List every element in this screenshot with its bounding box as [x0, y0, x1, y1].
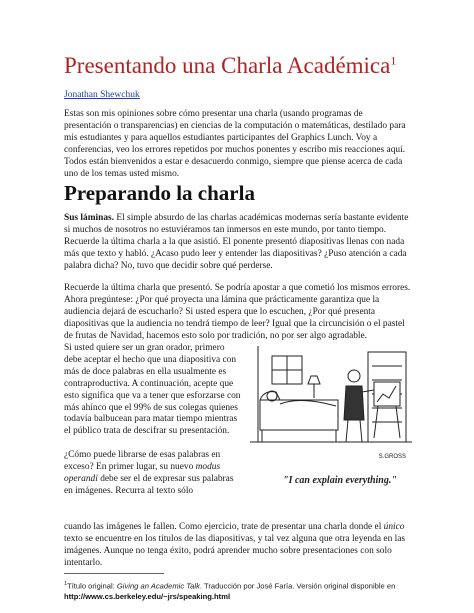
cartoon-signature: S.GROSS	[378, 454, 406, 460]
page-title	[64, 52, 434, 80]
slides-lead: Sus láminas.	[64, 213, 115, 223]
footnote-mark: 1	[64, 581, 68, 587]
column-text	[64, 343, 244, 498]
title-text: Presentando una Charla Académica	[64, 53, 391, 78]
words-text-a: ¿Cómo puede librarse de esas palabras en exceso? En primer lugar, su nuevo	[64, 450, 221, 473]
footnote-text-b: . Traducción por José Faría. Versión original disponible en	[199, 581, 396, 591]
last-talk-paragraph: Recuerde la última charla que presentó. Se podría apostar a que cometió los mismos errores. Ahora pregúntese: ¿Por qué proyecta una lámina que prácticamente garantiza que la audiencia dejará de escucharlo? Si usted espera que lo escuchen, ¿Por qué presenta diapositivas que la audiencia no tendrá tiempo de leer? Igual que la circuncisión o el pastel de frutas de Navidad, hacemos esto solo por tradición, no por ser algo agradable.	[64, 283, 411, 341]
exercise-emphasis: único	[383, 522, 405, 532]
exercise-text-b: texto se encuentre en los títulos de las diapositivas, y tal vez alguna que otra leyenda en las imágenes. Aunque no tenga éxito, podrá aprender mucho sobre presentaciones con solo intentarlo.	[64, 533, 406, 568]
footnote-text-a: Título original:	[67, 581, 117, 591]
footnote-original-title: Giving an Academic Talk	[116, 581, 200, 591]
exercise-paragraph	[64, 522, 414, 570]
words-emphasis: modus operandi	[64, 462, 221, 484]
intro-paragraph: Estas son mis opiniones sobre cómo presentar una charla (usando programas de presentación o transparencias) en ciencias de la computación o matemáticas, destilado para mis estudiantes y para aquellos estudiantes participantes del Graphics Lunch. Voy a conferencias, veo los errores repetidos por muchos ponentes y escribo mis reacciones aquí. Todos están bienvenidos a estar e desacuerdo conmigo, siempre que piense acerca de cada uno de los temas usted mismo.	[64, 109, 406, 179]
slides-paragraph	[64, 213, 411, 273]
footnote-url-link[interactable]: http://www.cs.berkeley.edu/~jrs/speaking.html	[64, 592, 231, 602]
author-link[interactable]: Jonathan Shewchuk	[64, 90, 140, 100]
words-paragraph	[64, 450, 244, 498]
footnote	[64, 579, 424, 603]
footnote-divider	[64, 573, 164, 574]
exercise-text-a: cuando las imágenes le fallen. Como ejercicio, trate de presentar una charla donde el	[64, 522, 384, 532]
words-text-b: debe ser el de expresar sus palabras en imágenes. Recurra al texto sólo	[64, 473, 234, 496]
title-footnote-mark[interactable]: 1	[390, 53, 397, 68]
cartoon-caption: "I can explain everything."	[283, 475, 397, 486]
cartoon-illustration	[250, 346, 412, 470]
slides-text: El simple absurdo de las charlas académicas modernas sería bastante evidente si muchos de nosotros no estuviéramos tan inmersos en este mundo, por tanto tiempo. Recuerde la última charla a la que asistió. El ponente presentó diapositivas llenas con nada más que texto y habló. ¿Acaso pudo leer y entender las diapositivas? ¿Puso atención a cada palabra dicha? No, tuvo que decidir sobre qué perderse.	[64, 213, 409, 271]
section-heading: Preparando la charla	[64, 181, 255, 205]
great-speaker-paragraph: Si usted quiere ser un gran orador, primero debe aceptar el hecho que una diapositiva con más de doce palabras en ella usualmente es contraproductiva. A continuación, acepte que esto significa que va a tener que esforzarse con más ahínco que el 99% de sus colegas quienes todavía balbucean para matar tiempo mientras el público trata de descifrar su presentación.	[64, 343, 241, 437]
